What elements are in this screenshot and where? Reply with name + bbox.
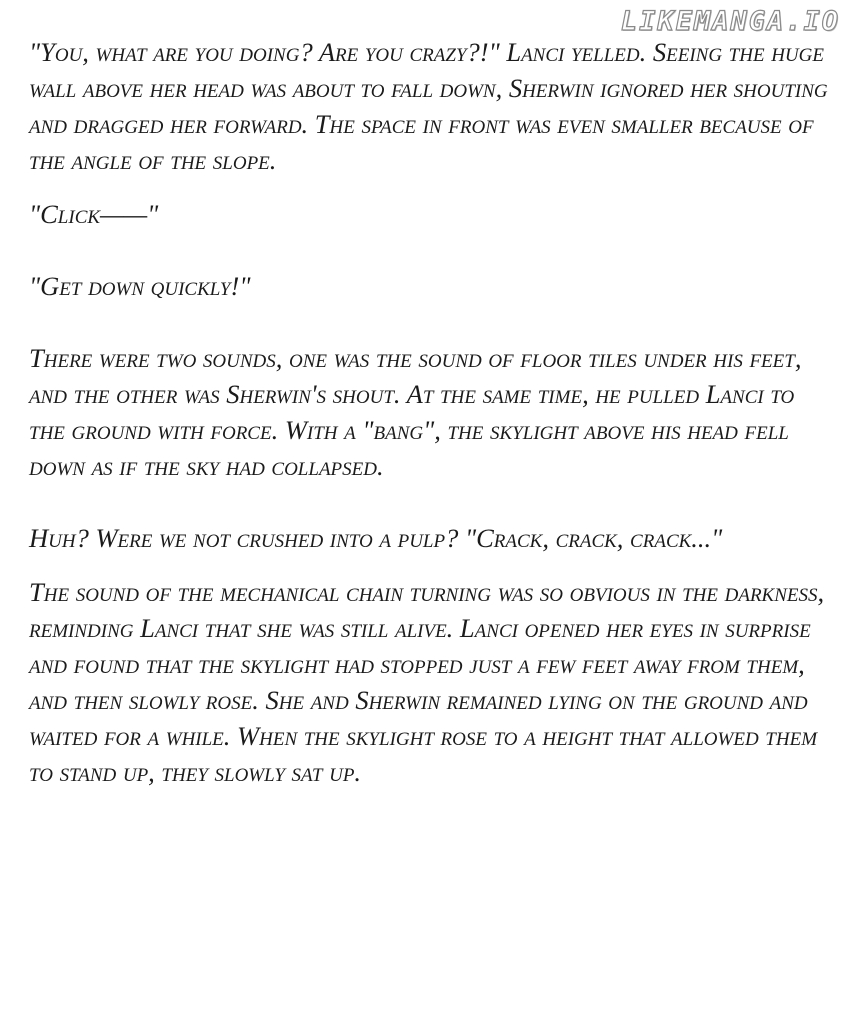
paragraph-5: Huh? Were we not crushed into a pulp? "Crack, crack, crack..." (29, 523, 723, 553)
paragraph-1: "You, what are you doing? Are you crazy?!" Lanci yelled. Seeing the huge wall above her head was about to fall down, Sherwin ignored her shouting and dragged her forward. The space in front was even smaller because of the angle of the slope. (29, 37, 828, 175)
site-watermark: LIKEMANGA.IO (620, 6, 840, 37)
chapter-text (29, 34, 829, 790)
paragraph-2: "Click——" (29, 199, 159, 229)
paragraph-3: "Get down quickly!" (29, 271, 251, 301)
paragraph-6: The sound of the mechanical chain turning was so obvious in the darkness, reminding Lanci that she was still alive. Lanci opened her eyes in surprise and found that the skylight had stopped just a few feet away from them, and then slowly rose. She and Sherwin remained lying on the ground and waited for a while. When the skylight rose to a height that allowed them to stand up, they slowly sat up. (29, 577, 825, 787)
paragraph-4: There were two sounds, one was the sound of floor tiles under his feet, and the other was Sherwin's shout. At the same time, he pulled Lanci to the ground with force. With a "bang", the skylight above his head fell down as if the sky had collapsed. (29, 343, 802, 481)
